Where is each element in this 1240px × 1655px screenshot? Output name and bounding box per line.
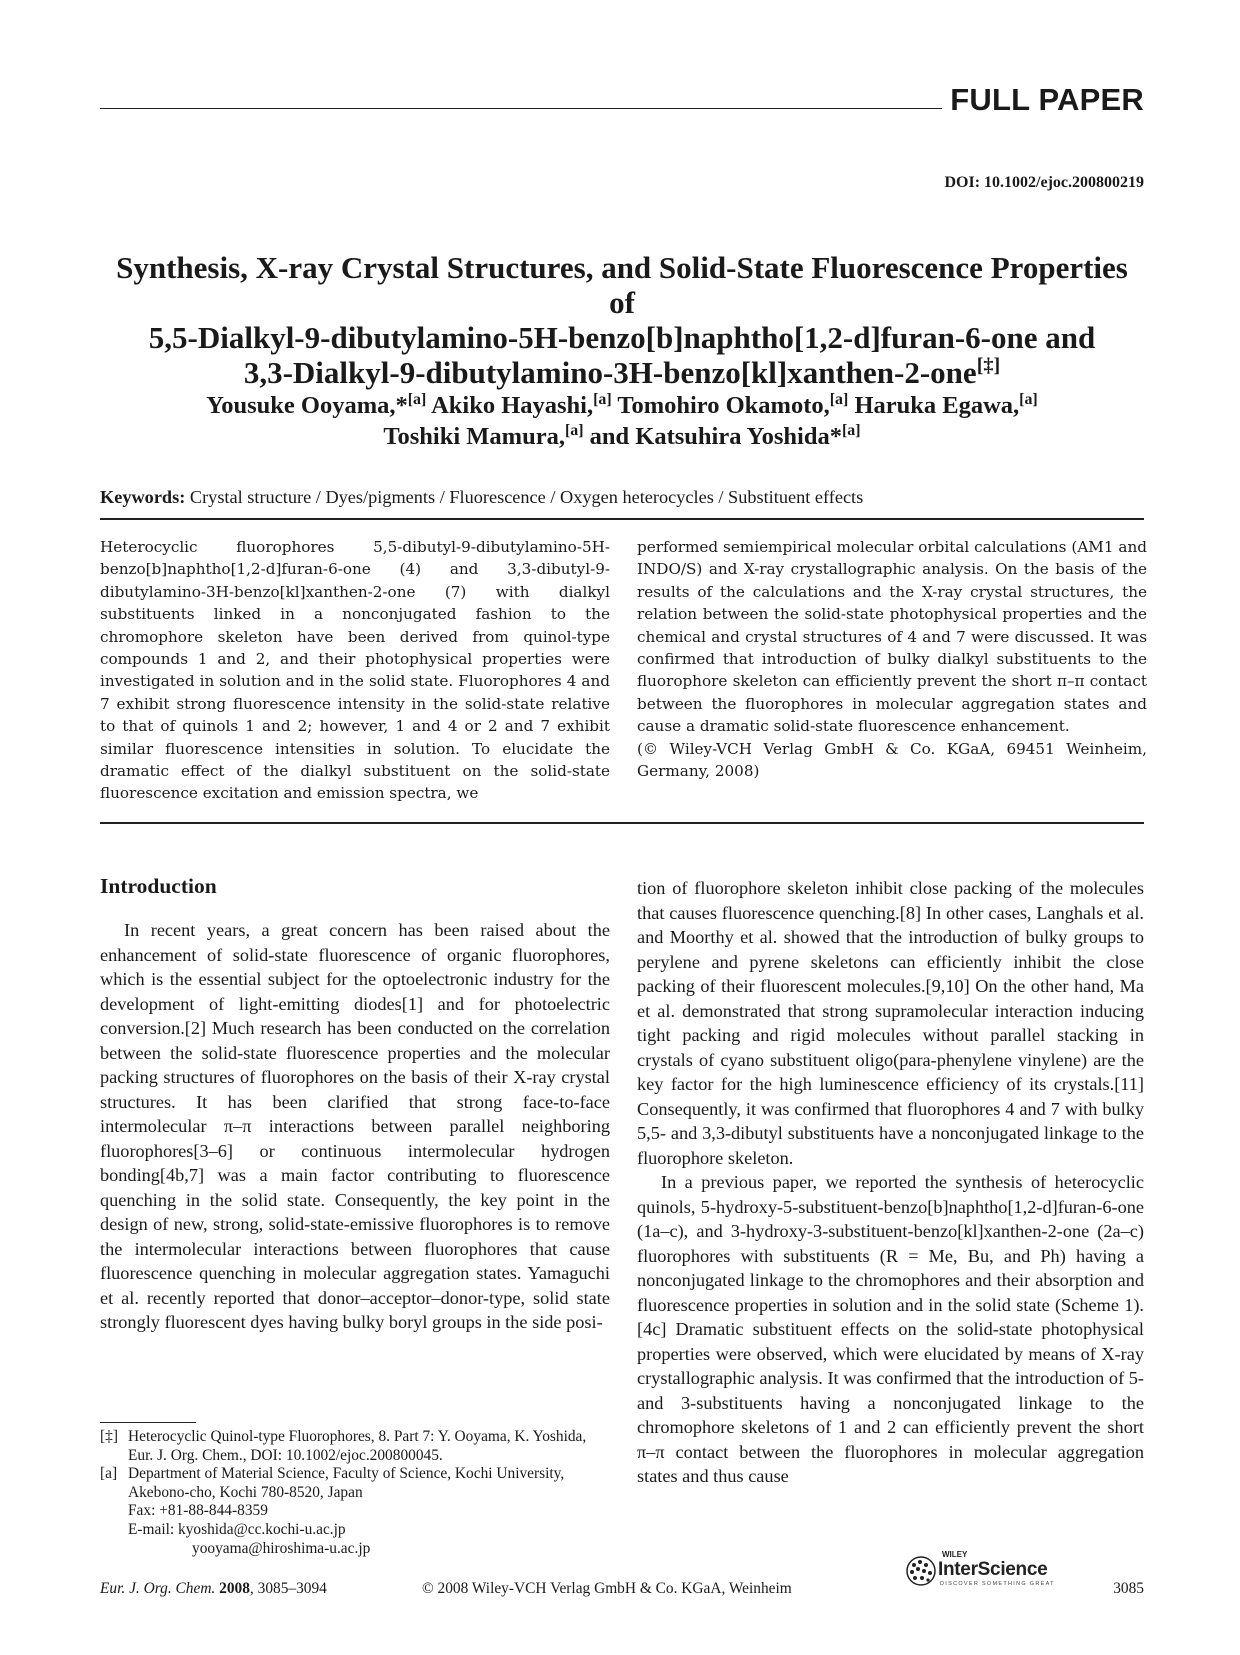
intro-paragraph-1-continued: tion of fluorophore skeleton inhibit close packing of the molecules that causes fluorescence quenching.[8] In other cases, Langhals et al. and Moorthy et al. showed that the introduction of bulky groups to perylene and pyrene skeletons can efficiently inhibit the close packing of their fluorescent molecules.[9,10] On the other hand, Ma et al. demonstrated that strong supramolecular interaction inducing tight packing and rigid molecules without parallel stacking in crystals of cyano substituent oligo(para-phenylene vinylene) are the key factor for the high luminescence efficiency of its crystals.[11] Consequently, it was confirmed that fluorophores 4 and 7 with bulky 5,5- and 3,3-dibutyl substituents have a nonconjugated linkage to the fluorophore skeleton. xyxy=(637,878,1144,1168)
footnote-text: Heterocyclic Quinol-type Fluorophores, 8. Part 7: Y. Ooyama, K. Yoshida, Eur. J. Org. Chem., DOI: 10.1002/ejoc.200800045. xyxy=(128,1428,587,1464)
doi[interactable]: DOI: 10.1002/ejoc.200800219 xyxy=(944,174,1144,191)
affiliation-marker: [a] xyxy=(1019,390,1038,408)
footnote-affiliation xyxy=(100,1465,610,1484)
abstract-copyright: (© Wiley-VCH Verlag GmbH & Co. KGaA, 69451 Weinheim, Germany, 2008) xyxy=(637,739,1147,781)
affiliation-marker: [a] xyxy=(407,390,427,408)
abstract-top-rule xyxy=(100,518,1144,520)
title-line-2: 5,5-Dialkyl-9-dibutylamino-5H-benzo[b]naphtho[1,2-d]furan-6-one and xyxy=(148,320,1096,355)
footer-journal: Eur. J. Org. Chem. xyxy=(100,1580,216,1597)
intro-paragraph-1: In recent years, a great concern has been raised about the enhancement of solid-state fluorescence of organic fluorophores, which is the essential subject for the optoelectronic industry for the development of light-emitting diodes[1] and for photoelectric conversion.[2] Much research has been conducted on the correlation between the solid-state fluorescence properties and the molecular packing structures of fluorophores on the basis of their X-ray crystal structures. It has been clarified that strong face-to-face intermolecular π–π interactions between parallel neighboring fluorophores[3–6] or continuous intermolecular hydrogen bonding[4b,7] was a main factor contributing to fluorescence quenching in the solid state. Consequently, the key point in the design of new, strong, solid-state-emissive fluorophores is to remove the intermolecular interactions between fluorophores that cause fluorescence quenching in molecular aggregation states. Yamaguchi et al. recently reported that donor–acceptor–donor-type, solid state strongly fluorescent dyes having bulky boryl groups in the side posi- xyxy=(100,920,610,1332)
globe-icon xyxy=(904,1554,938,1588)
footnote-marker: [‡] xyxy=(100,1428,118,1445)
affiliation-fax: Fax: +81-88-844-8359 xyxy=(128,1502,268,1520)
author-line-2 xyxy=(100,421,1144,452)
author: Yousuke Ooyama,* xyxy=(206,392,408,419)
affiliation-marker: [a] xyxy=(593,390,612,408)
keywords-label: Keywords: xyxy=(100,487,186,507)
footer-pages: , 3085–3094 xyxy=(249,1580,327,1597)
footer-year: 2008 xyxy=(219,1580,250,1597)
interscience-logo[interactable] xyxy=(904,1550,1074,1590)
author: and Katsuhira Yoshida* xyxy=(589,423,842,450)
affiliation-marker: [a] xyxy=(829,390,849,408)
affiliation-marker: [a] xyxy=(842,421,861,439)
title-line-1: Synthesis, X-ray Crystal Structures, and Solid-State Fluorescence Properties of xyxy=(116,250,1128,320)
abstract-text-continued: performed semiempirical molecular orbital calculations (AM1 and INDO/S) and X-ray crystallographic analysis. On the basis of the results of the calculations and the X-ray crystal structures, the relation between the solid-state photophysical properties and the chemical and crystal structures of 4 and 7 were discussed. It was confirmed that introduction of bulky dialkyl substituents to the fluorophore skeleton can efficiently prevent the short π–π contact between the fluorophores in molecular aggregation states and cause a dramatic solid-state fluorescence enhancement. xyxy=(637,538,1147,736)
footnote-1 xyxy=(100,1428,610,1465)
author: Haruka Egawa, xyxy=(854,392,1020,419)
affiliation-email-2[interactable]: yooyama@hiroshima-u.ac.jp xyxy=(192,1539,371,1557)
abstract-bottom-rule xyxy=(100,822,1144,824)
logo-wiley: WILEY xyxy=(942,1550,968,1559)
footnotes xyxy=(100,1428,610,1558)
section-label: FULL PAPER xyxy=(950,82,1144,117)
abstract-left-column xyxy=(100,536,610,805)
body-left-column xyxy=(100,918,610,1335)
footnote-rule xyxy=(100,1422,196,1423)
body-right-column xyxy=(637,876,1144,1489)
title-note-marker: [‡] xyxy=(976,354,1001,377)
footer-copyright: © 2008 Wiley-VCH Verlag GmbH & Co. KGaA, Weinheim xyxy=(422,1580,792,1597)
affiliation-email[interactable]: E-mail: kyoshida@cc.kochi-u.ac.jp xyxy=(128,1520,346,1538)
header-rule xyxy=(100,108,942,109)
section-heading-introduction: Introduction xyxy=(100,874,217,898)
affiliation-marker: [a] xyxy=(564,421,584,439)
keywords-text: Crystal structure / Dyes/pigments / Fluorescence / Oxygen heterocycles / Substituent effects xyxy=(189,487,864,507)
author: Akiko Hayashi, xyxy=(431,392,594,419)
abstract-right-column xyxy=(637,536,1147,782)
title-line-3-text: 3,3-Dialkyl-9-dibutylamino-3H-benzo[kl]xanthen-2-one xyxy=(243,355,977,390)
logo-tagline: DISCOVER SOMETHING GREAT xyxy=(940,1581,1055,1587)
keywords xyxy=(100,487,1144,508)
footer-citation xyxy=(100,1580,327,1598)
footnote-marker: [a] xyxy=(100,1465,118,1483)
logo-name: InterScience xyxy=(938,1559,1048,1580)
paper-title xyxy=(100,250,1144,390)
author-list xyxy=(100,390,1144,452)
affiliation-address: Akebono-cho, Kochi 780-8520, Japan xyxy=(128,1483,363,1501)
author: Toshiki Mamura, xyxy=(383,423,565,450)
affiliation-text: Department of Material Science, Faculty of Science, Kochi University, xyxy=(128,1465,565,1483)
intro-paragraph-2: In a previous paper, we reported the synthesis of heterocyclic quinols, 5-hydroxy-5-substituent-benzo[b]naphtho[1,2-d]furan-6-one (1a–c), and 3-hydroxy-3-substituent-benzo[kl]xanthen-2-one (2a–c) fluorophores with substituents (R = Me, Bu, and Ph) having a nonconjugated linkage to the chromophores and their absorption and fluorescence properties in solution and in the solid state (Scheme 1).[4c] Dramatic substituent effects on the solid-state photophysical properties were observed, which were elucidated by means of X-ray crystallographic analysis. It was confirmed that the introduction of 5- and 3-substituents having a nonconjugated linkage to the chromophore skeletons of 1 and 2 can efficiently prevent the short π–π contact between the fluorophores in molecular aggregation states and thus cause xyxy=(637,1172,1144,1486)
page-number: 3085 xyxy=(1113,1580,1144,1597)
abstract-text: Heterocyclic fluorophores 5,5-dibutyl-9-dibutylamino-5H-benzo[b]naphtho[1,2-d]furan-6-one (4) and 3,3-dibutyl-9-dibutylamino-3H-benzo[kl]xanthen-2-one (7) with dialkyl substituents linked in a nonconjugated fashion to the chromophore skeleton have been derived from quinol-type compounds 1 and 2, and their photophysical properties were investigated in solution and in the solid state. Fluorophores 4 and 7 exhibit strong fluorescence intensity in the solid-state relative to that of quinols 1 and 2; however, 1 and 4 or 2 and 7 exhibit similar fluorescence intensities in solution. To elucidate the dramatic effect of the dialkyl substituent on the solid-state fluorescence excitation and emission spectra, we xyxy=(100,538,610,803)
author: Tomohiro Okamoto, xyxy=(617,392,830,419)
author-line-1 xyxy=(100,390,1144,421)
title-line-3 xyxy=(100,355,1144,390)
